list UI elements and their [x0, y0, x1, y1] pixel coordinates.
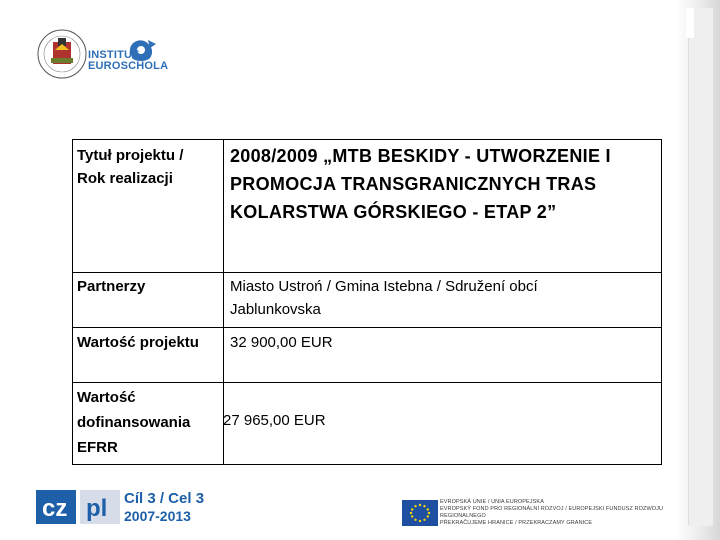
- program-years: 2007-2013: [124, 508, 191, 524]
- table-row-partners: [73, 273, 661, 328]
- eu-text-line2: EVROPSKÝ FOND PRO REGIONÁLNÍ ROZVOJ / EUROPEJSKI FUNDUSZ ROZWOJU REGIONALNEGO: [440, 506, 664, 519]
- cz-text: cz: [42, 495, 68, 522]
- cofinancing-label-line2: dofinansowania: [77, 414, 191, 431]
- title-value-line1: 2008/2009 „MTB BESKIDY - UTWORZENIE I: [230, 146, 611, 166]
- eu-text-line3: PŘEKRAČUJEME HRANICE / PRZEKRACZAMY GRANICE: [440, 520, 593, 526]
- title-value: [230, 142, 611, 226]
- eu-text-line1: EVROPSKÁ UNIE / UNIA EUROPEJSKA: [440, 499, 544, 505]
- cil-label: Cíl 3 / Cel 3: [124, 490, 205, 507]
- table-row-title: [73, 140, 661, 273]
- partners-value-line2: Jablunkovska: [230, 301, 321, 318]
- eu-funding-text: [440, 499, 710, 527]
- seal-logo: [36, 28, 88, 80]
- eu-flag-icon: [402, 500, 438, 526]
- cofinancing-label: [77, 385, 190, 460]
- institute-name: [88, 50, 168, 72]
- partners-value: [230, 275, 538, 321]
- title-value-line2: PROMOCJA TRANSGRANICZNYCH TRAS: [230, 174, 597, 194]
- table-row-cofinancing: [73, 383, 661, 465]
- title-label-line2: Rok realizacji: [77, 170, 173, 187]
- partners-value-line1: Miasto Ustroń / Gmina Istebna / Sdružení obcí: [230, 278, 538, 295]
- project-value-label: Wartość projektu: [77, 334, 199, 351]
- project-value-amount: 32 900,00 EUR: [230, 334, 333, 351]
- title-label-line1: Tytuł projektu /: [77, 147, 184, 164]
- title-label: [77, 144, 183, 190]
- right-decorative-strip: [676, 0, 720, 540]
- cofinancing-label-line1: Wartość: [77, 389, 136, 406]
- title-value-line3: KOLARSTWA GÓRSKIEGO - ETAP 2”: [230, 202, 557, 222]
- cofinancing-amount: 27 965,00 EUR: [223, 412, 326, 429]
- cz-pl-logo: [36, 488, 122, 526]
- pl-text: pl: [86, 495, 108, 522]
- partners-label: Partnerzy: [77, 278, 146, 295]
- footer: [36, 488, 676, 528]
- project-info-table: [72, 139, 662, 465]
- institute-line1: INSTITUT: [88, 49, 140, 61]
- strip-band: [688, 8, 713, 526]
- strip-tick: [686, 8, 694, 38]
- cofinancing-label-line3: EFRR: [77, 439, 118, 456]
- table-row-project-value: [73, 328, 661, 383]
- institute-line2: EUROSCHOLA: [88, 60, 169, 72]
